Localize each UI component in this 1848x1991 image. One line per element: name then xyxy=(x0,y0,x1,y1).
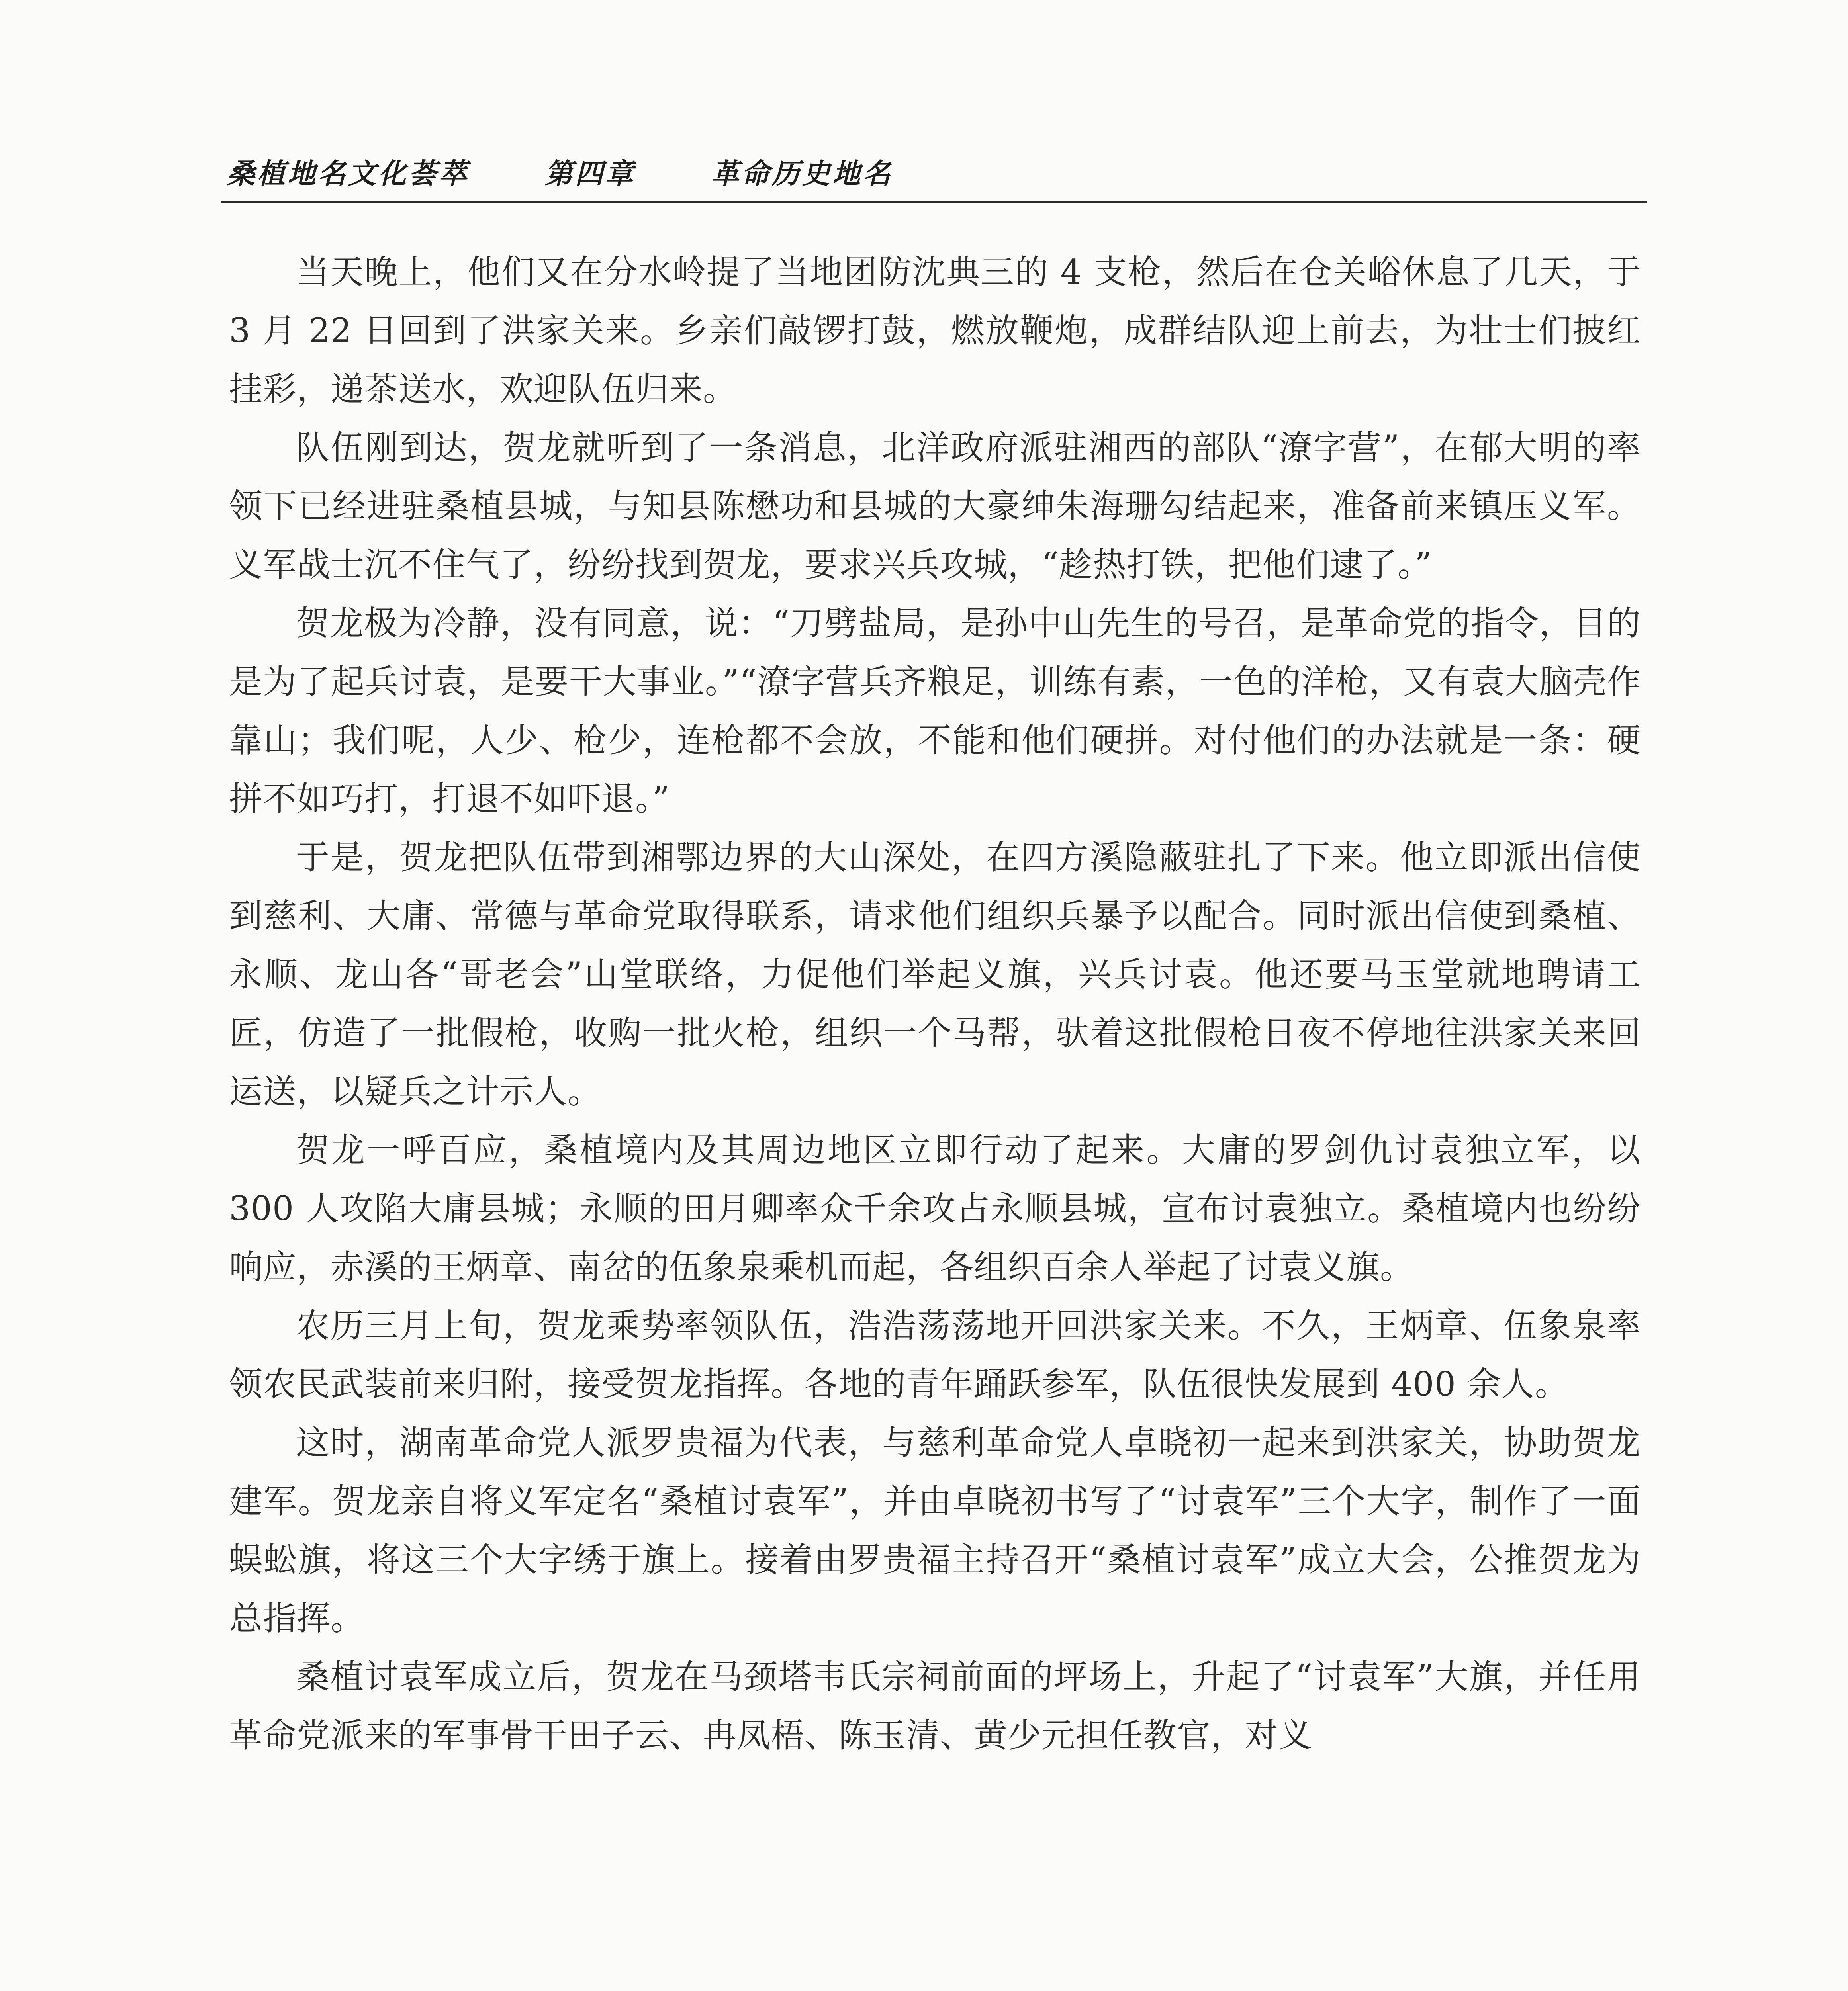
paragraph: 队伍刚到达，贺龙就听到了一条消息，北洋政府派驻湘西的部队“潦字营”，在郁大明的率领下已经进驻桑植县城，与知县陈懋功和县城的大豪绅朱海珊勾结起来，准备前来镇压义军。义军战士沉不住气了，纷纷找到贺龙，要求兴兵攻城，“趁热打铁，把他们逮了。” xyxy=(229,428,1641,584)
paragraph: 桑植讨袁军成立后，贺龙在马颈塔韦氏宗祠前面的坪场上，升起了“讨袁军”大旗，并任用革命党派来的军事骨干田子云、冉凤梧、陈玉清、黄少元担任教官，对义 xyxy=(229,1657,1641,1755)
paragraph: 贺龙一呼百应，桑植境内及其周边地区立即行动了起来。大庸的罗剑仇讨袁独立军，以 300 人攻陷大庸县城；永顺的田月卿率众千余攻占永顺县城，宣布讨袁独立。桑植境内也纷纷响应，赤溪的王炳章、南岔的伍象泉乘机而起，各组织百余人举起了讨袁义旗。 xyxy=(229,1130,1641,1287)
header-chapter-title: 革命历史地名 xyxy=(711,156,893,190)
running-header xyxy=(227,143,1645,199)
header-divider xyxy=(221,201,1647,203)
body-text xyxy=(229,243,1641,1765)
paragraph: 农历三月上旬，贺龙乘势率领队伍，浩浩荡荡地开回洪家关来。不久，王炳章、伍象泉率领农民武装前来归附，接受贺龙指挥。各地的青年踊跃参军，队伍很快发展到 400 余人。 xyxy=(229,1306,1641,1404)
paragraph: 于是，贺龙把队伍带到湘鄂边界的大山深处，在四方溪隐蔽驻扎了下来。他立即派出信使到慈利、大庸、常德与革命党取得联系，请求他们组织兵暴予以配合。同时派出信使到桑植、永顺、龙山各“哥老会”山堂联络，力促他们举起义旗，兴兵讨袁。他还要马玉堂就地聘请工匠，仿造了一批假枪，收购一批火枪，组织一个马帮，驮着这批假枪日夜不停地往洪家关来回运送，以疑兵之计示人。 xyxy=(229,838,1641,1111)
paragraph: 这时，湖南革命党人派罗贵福为代表，与慈利革命党人卓晓初一起来到洪家关，协助贺龙建军。贺龙亲自将义军定名“桑植讨袁军”，并由卓晓初书写了“讨袁军”三个大字，制作了一面蜈蚣旗，将这三个大字绣于旗上。接着由罗贵福主持召开“桑植讨袁军”成立大会，公推贺龙为总指挥。 xyxy=(229,1423,1641,1638)
header-book-title: 桑植地名文化荟萃 xyxy=(227,156,469,190)
header-chapter: 第四章 xyxy=(545,156,636,190)
paragraph: 当天晚上，他们又在分水岭提了当地团防沈典三的 4 支枪，然后在仓关峪休息了几天，于 3 月 22 日回到了洪家关来。乡亲们敲锣打鼓，燃放鞭炮，成群结队迎上前去，为壮士们披红挂彩，递茶送水，欢迎队伍归来。 xyxy=(229,252,1641,409)
paragraph: 贺龙极为冷静，没有同意，说：“刀劈盐局，是孙中山先生的号召，是革命党的指令，目的是为了起兵讨袁，是要干大事业。”“潦字营兵齐粮足，训练有素，一色的洋枪，又有袁大脑壳作靠山；我们呢，人少、枪少，连枪都不会放，不能和他们硬拼。对付他们的办法就是一条：硬拼不如巧打，打退不如吓退。” xyxy=(229,604,1641,818)
